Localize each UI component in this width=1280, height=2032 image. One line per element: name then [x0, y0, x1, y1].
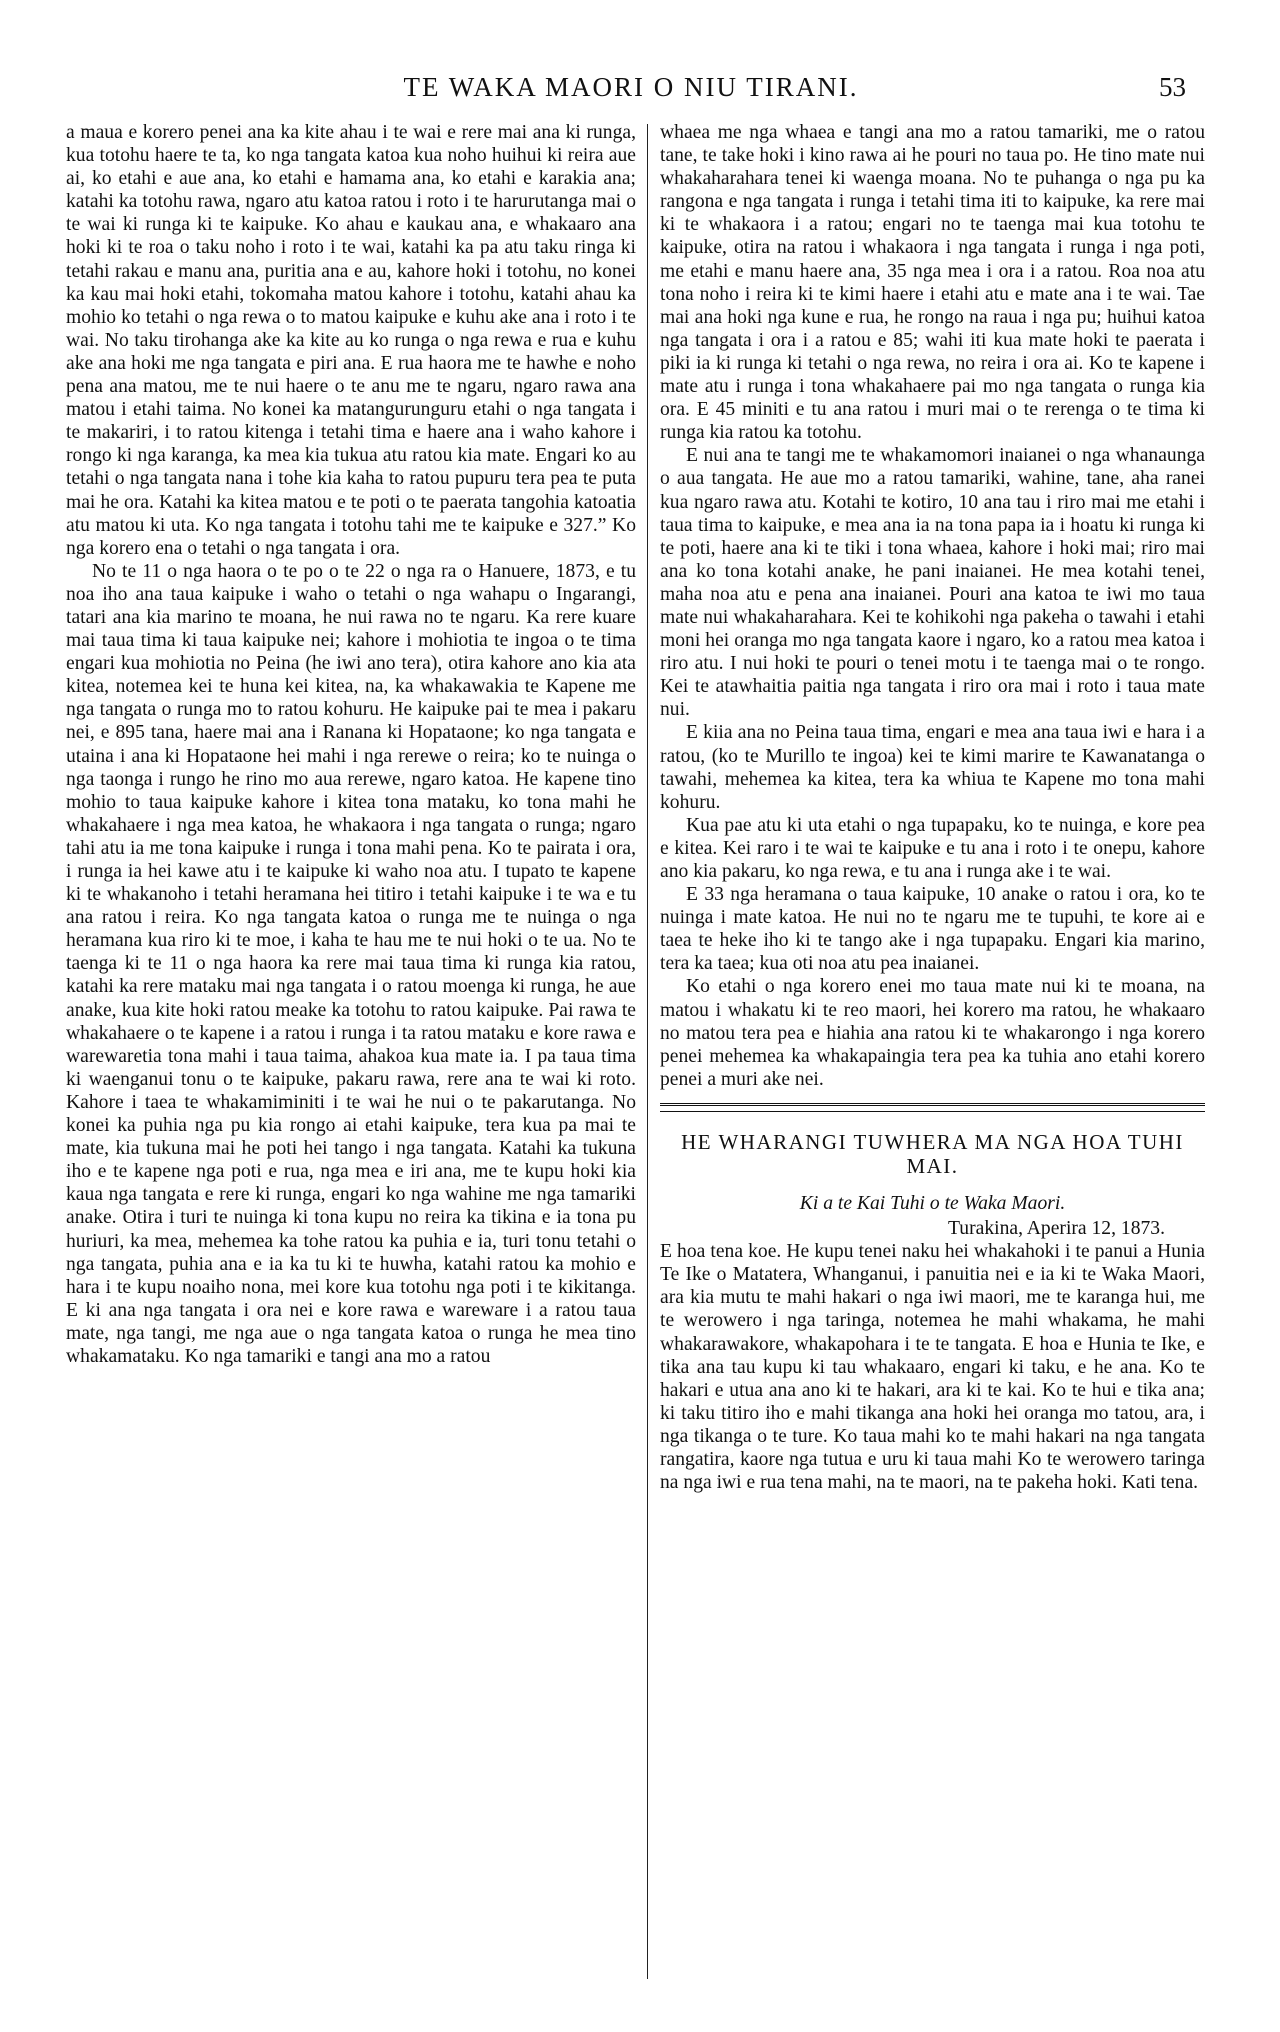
- page-header: [66, 68, 1196, 108]
- paragraph: a maua e korero penei ana ka kite ahau i te wai e rere mai ana ki runga, kua totohu haere te ta, ko nga tangata katoa kua noho huihui ki reira aue ai, ko etahi e aue ana, ko etahi e hamama ana, ko etahi e karakia ana; katahi ka totohu rawa, ngaro atu katoa ratou i roto i te harurutanga mai o te wai ki runga ki te kaipuke. Ko ahau e kaukau ana, e whakaaro ana hoki ki te roa o taku noho i roto i te wai, katahi ka pa atu taku ringa ki tetahi rakau e manu ana, puritia ana e au, kahore hoki i totohu, no konei ka kau mai hoki etahi, tokomaha matou kahore i totohu, katahi ahau ka mohio ko tetahi o nga rewa o to matou kaipuke e kuhu ake ana i roto i te wai. No taku tirohanga ake ka kite au ko runga o nga rewa e rua e kuhu ake ana hoki me nga tangata e piri ana. E rua haora me te hawhe e noho pena ana matou, me te nui haere o te anu me te ngaru, ngaro rawa ana matou i etahi taima. No konei ka matangurunguru etahi o nga tangata i te makariri, i to ratou kitenga i tetahi tima e haere ana i waho kahore i rongo ki nga karanga, ka mea kia tukua atu ratou kia mate. Engari ko au tetahi o nga tangata nana i tohe kia kaha to ratou pupuru tera pea te puta mai he ora. Katahi ka kitea matou e te poti o te paerata tangohia katoatia atu matou ki uta. Ko nga tangata i totohu tahi me te kaipuke e 327.” Ko nga korero ena o tetahi o nga tangata i ora.: [66, 122, 636, 559]
- newspaper-title: TE WAKA MAORI O NIU TIRANI.: [403, 72, 859, 102]
- paragraph: E nui ana te tangi me te whakamomori inaianei o nga whanaunga o aua tangata. He aue mo a ratou tamariki, wahine, tane, aha ranei kua ngaro rawa atu. Kotahi te kotiro, 10 ana tau i riro mai me etahi i taua tima to kaipuke, e mea ana ia na tona papa ia i hoatu ki runga ki te poti, haere ana ki te tiki i tona whaea, kahore i hoki mai; riro mai ana ko tona kotahi anake, he pani inaianei. He mea kotahi tenei, maha noa atu e pena ana inaianei. Pouri ana katoa te iwi mo taua mate nui whakaharahara. Kei te kohikohi nga pakeha o tawahi i etahi moni hei oranga mo nga tangata kaore i ngaro, ko a ratou mea katoa i riro atu. I nui hoki te pouri o tenei motu i te taenga mai o te rongo. Kei te atawhaitia paitia nga tangata i riro ora mai i roto i taua mate nui.: [660, 445, 1205, 721]
- paragraph: No te 11 o nga haora o te po o te 22 o nga ra o Hanuere, 1873, e tu noa iho ana taua kaipuke i waho o tetahi o nga wahapu o Ingarangi, tatari ana kia marino te moana, he nui rawa no te ngaru. Ka rere kuare mai taua tima ki taua kaipuke nei; kahore i mohiotia te ingoa o te tima engari kua mohiotia no Peina (he iwi ano tera), otira kahore ano kia ata kitea, notemea kei te huna kei kitea, na, ka whakawakia te Kapene me nga tangata o runga mo to ratou kohuru. He kaipuke pai te mea i pakaru nei, e 895 tana, haere mai ana i Ranana ki Hopataone; ko nga tangata e utaina i ana ki Hopataone hei mahi i nga rerewe o reira; ko te nuinga o nga taonga i rungo he rino mo aua rerewe, ngaro katoa. He kapene tino mohio to taua kaipuke kahore i kitea tona mataku, ko tona mahi he whakahaere i nga mea katoa, he whakaora i nga tangata o runga; ngaro tahi atu ia me tona kaipuke i runga i tona mahi pena. Ko te pairata i ora, i runga ia hei kawe atu i te kaipuke ki waho noa atu. I tupato te kapene ki te whakanoho i tetahi heramana hei titiro i tetahi kaipuke i te wa e tu ana ratou i reira. Ko nga tangata katoa o runga me te nuinga o nga heramana kua riro ki te moe, i kaha te hau me te nui hoki o te ua. No te taenga ki te 11 o nga haora ka rere mai taua tima ki runga kia ratou, katahi ka rere mataku mai nga tangata i o ratou moenga ki runga, he aue anake, kua kite hoki ratou meake ka totohu to ratou kaipuke. Pai rawa te whakahaere o te kapene i a ratou i runga i ta ratou mataku e kore rawa e warewaretia tona mahi i taua taima, ahakoa kua mate ia. I pa taua tima ki waenganui tonu o te kaipuke, pakaru rawa, rere ana te wai ki roto. Kahore i taea te whakamiminiti i te wai he nui o te pakarutanga. No konei ka puhia nga pu kia rongo ai etahi kaipuke, tera kua pa mai te mate, kia tukuna mai he poti hei tango i nga tangata. Katahi ka tukuna iho e te kapene nga poti e rua, nga mea e iri ana, me te kupu hoki kia kaua nga tangata e rere ki runga, engari ko nga wahine me nga tamariki anake. Otira i turi te nuinga ki tona kupu no reira ka tikina e ia tona pu huriuri, ka mea, mehemea ka tohe ratou ka puhia e ia, turi tonu tetahi o nga tangata, puhia ana e ia ka tu ki te huwha, katahi ratou ka mohio e hara i te kupu noaiho nona, mei kore kua totohu nga poti i te kikitanga. E ki ana nga tangata i ora nei e kore rawa e wareware i a ratou taua mate, nga tangi, me nga aue o nga tangata katoa o runga he mea tino whakamataku. Ko nga tamariki e tangi ana mo a ratou: [66, 560, 636, 1367]
- left-column: [66, 121, 636, 1368]
- page-number: 53: [1159, 72, 1186, 102]
- paragraph: E 33 nga heramana o taua kaipuke, 10 anake o ratou i ora, ko te nuinga i mate katoa. He nui no te ngaru me te tupuhi, te kore ai e taea te heke iho ki te tango ake i nga tupapaku. Engari kia marino, tera ka taea; kua oti noa atu pea inaianei.: [660, 884, 1205, 975]
- letter-salutation: Ki a te Kai Tuhi o te Waka Maori.: [799, 1192, 1066, 1214]
- letter-dateline: Turakina, Aperira 12, 1873.: [948, 1218, 1165, 1240]
- paragraph: Kua pae atu ki uta etahi o nga tupapaku, ko te nuinga, e kore pea e kitea. Kei raro i te wai te kaipuke e tu ana i roto i te onepu, kahore ano kia pakaru, ko nga rewa, e tu ana i runga ake i te wai.: [660, 814, 1205, 882]
- section-rule: [660, 1103, 1205, 1112]
- paragraph: whaea me nga whaea e tangi ana mo a ratou tamariki, me o ratou tane, te take hoki i kino rawa ai he pouri no taua po. He tino mate nui whakaharahara tenei ki waenga moana. No te puhanga o nga pu ka rangona e nga tangata i runga i tetahi tima iti to kaipuke, ka rere mai ki te whakaora i a ratou; engari no te taenga mai kua totohu te kaipuke, otira na ratou i whakaora i nga tangata i runga i nga poti, me etahi e manu haere ana, 35 nga mea i ora i a ratou. Roa noa atu tona noho i reira ki te kimi haere i etahi atu e mate ana i te wai. Tae mai ana hoki nga kune e rua, he rongo na raua i nga pu; huihui katoa nga tangata i ora i a ratou e 85; wahi iti kua mate hoki te paerata i piki ia ki runga ki tetahi o nga rewa, no reira i ora ai. Ko te kapene i mate atu i runga i tona whakahaere pai mo nga tangata o runga kia ora. E 45 miniti e tu ana ratou i muri mai o te rerenga o te tima ki runga kia ratou ka totohu.: [660, 122, 1205, 444]
- column-divider: [647, 124, 648, 1979]
- paragraph: E kiia ana no Peina taua tima, engari e mea ana taua iwi e hara i a ratou, (ko te Murillo te ingoa) kei te kimi marire te Kawanatanga o tawahi, mehemea ka kitea, tera ka whiua te Kapene mo tona mahi kohuru.: [660, 722, 1205, 813]
- section-heading: HE WHARANGI TUWHERA MA NGA HOA TUHI MAI.: [681, 1129, 1184, 1178]
- paragraph: Ko etahi o nga korero enei mo taua mate nui ki te moana, na matou i whakatu ki te reo maori, hei korero ma ratou, he whakaaro no matou tera pea e hiahia ana ratou ki te whakarongo i nga korero penei mehemea ka whakapaingia tera pea ka tuhia ano etahi korero penei a muri ake nei.: [660, 976, 1205, 1090]
- letter-body: E hoa tena koe. He kupu tenei naku hei whakahoki i te panui a Hunia Te Ike o Matatera, Whanganui, i panuitia nei e ia ki te Waka Maori, ara kia mutu te mahi hakari o nga iwi maori, me te karanga hui, me te werowero i nga taringa, notemea he mahi whakama, he mahi whakarawakore, whakapohara i te te tangata. E hoa e Hunia te Ike, e tika ana tau kupu ki tau whakaaro, engari ki taku, e he ana. Ko te hakari e utua ana ano ki te hakari, ara ki te kai. Ko te hui e tika ana; ki taku titiro iho e mahi tikanga ana hoki hei oranga mo tatou, ara, i nga tikanga o te ture. Ko taua mahi ko te mahi hakari na nga tangata rangatira, kaore nga tutua e uru ki taua mahi Ko te werowero taringa na nga iwi e rua tena mahi, na te maori, na te pakeha hoki. Kati tena.: [660, 1241, 1205, 1494]
- right-column: [660, 121, 1205, 1494]
